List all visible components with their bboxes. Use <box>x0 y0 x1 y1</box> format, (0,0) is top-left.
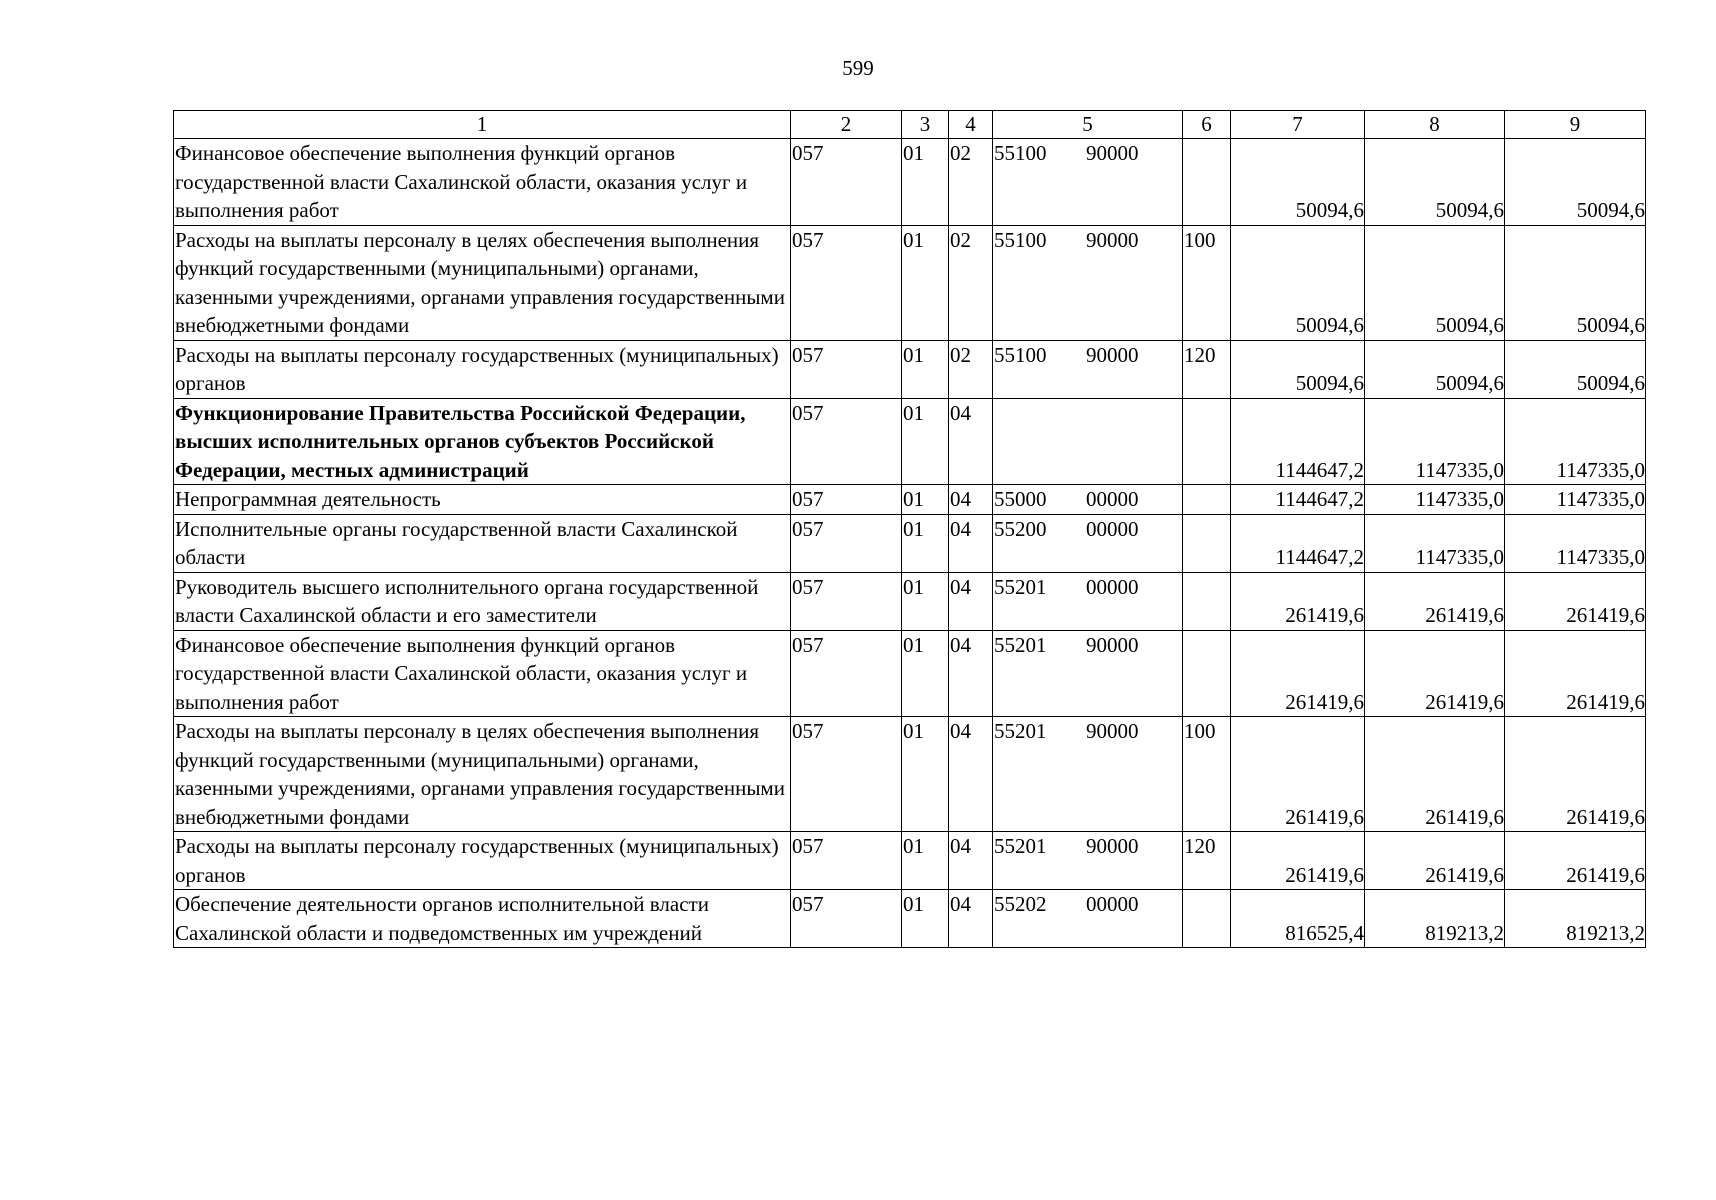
header-cell-9: 9 <box>1505 111 1646 139</box>
section-code-cell: 01 <box>902 485 949 515</box>
table-row <box>174 572 1646 630</box>
description-cell: Финансовое обеспечение выполнения функций органов государственной власти Сахалинской области, оказания услуг и выполнения работ <box>174 630 791 717</box>
description-cell: Непрограммная деятельность <box>174 485 791 515</box>
amount-col-7-cell: 816525,4 <box>1231 890 1365 948</box>
amount-col-9-cell: 261419,6 <box>1505 630 1646 717</box>
expense-type-cell <box>1183 630 1231 717</box>
amount-col-9-cell: 50094,6 <box>1505 225 1646 340</box>
target-article-program-code: 55000 <box>994 487 1047 511</box>
target-article-cell <box>993 890 1183 948</box>
target-article-direction-code: 90000 <box>1086 342 1139 367</box>
header-cell-2: 2 <box>791 111 902 139</box>
amount-col-7-cell: 261419,6 <box>1231 630 1365 717</box>
table-row <box>174 340 1646 398</box>
header-cell-7: 7 <box>1231 111 1365 139</box>
target-article-direction-code: 00000 <box>1086 574 1139 599</box>
target-article-direction-code: 00000 <box>1086 487 1139 511</box>
amount-col-8-cell: 50094,6 <box>1365 225 1505 340</box>
target-article-cell <box>993 139 1183 226</box>
target-article-direction-code: 90000 <box>1086 227 1139 252</box>
target-article-program-code: 55100 <box>994 342 1047 367</box>
amount-col-8-cell: 261419,6 <box>1365 717 1505 832</box>
expense-type-cell: 120 <box>1183 832 1231 890</box>
description-cell: Исполнительные органы государственной власти Сахалинской области <box>174 514 791 572</box>
table-row <box>174 485 1646 515</box>
ministry-code-cell: 057 <box>791 890 902 948</box>
section-code-cell: 01 <box>902 225 949 340</box>
budget-table <box>173 110 1646 948</box>
amount-col-9-cell: 261419,6 <box>1505 832 1646 890</box>
budget-table-body <box>174 111 1646 948</box>
amount-col-8-cell: 261419,6 <box>1365 832 1505 890</box>
target-article-direction-code: 90000 <box>1086 834 1139 858</box>
header-cell-5: 5 <box>993 111 1183 139</box>
target-article-program-code: 55100 <box>994 227 1047 252</box>
section-code-cell: 01 <box>902 139 949 226</box>
amount-col-7-cell: 50094,6 <box>1231 340 1365 398</box>
target-article-program-code: 55201 <box>994 834 1047 858</box>
table-row <box>174 225 1646 340</box>
amount-col-7-cell: 1144647,2 <box>1231 514 1365 572</box>
subsection-code-cell: 04 <box>949 832 993 890</box>
section-code-cell: 01 <box>902 340 949 398</box>
target-article-cell <box>993 514 1183 572</box>
expense-type-cell <box>1183 572 1231 630</box>
expense-type-cell: 100 <box>1183 225 1231 340</box>
table-row <box>174 139 1646 226</box>
target-article-direction-code: 90000 <box>1086 719 1139 743</box>
target-article-cell <box>993 832 1183 890</box>
ministry-code-cell: 057 <box>791 139 902 226</box>
ministry-code-cell: 057 <box>791 340 902 398</box>
ministry-code-cell: 057 <box>791 398 902 485</box>
subsection-code-cell: 04 <box>949 630 993 717</box>
target-article-program-code: 55201 <box>994 574 1047 599</box>
description-cell: Расходы на выплаты персоналу в целях обеспечения выполнения функций государственными (муниципальными) органами, казенными учреждениями, органами управления государственными внебюджетными фондами <box>174 717 791 832</box>
amount-col-9-cell: 819213,2 <box>1505 890 1646 948</box>
amount-col-8-cell: 50094,6 <box>1365 340 1505 398</box>
page-number: 599 <box>842 56 874 80</box>
amount-col-8-cell: 1147335,0 <box>1365 398 1505 485</box>
target-article-direction-code: 00000 <box>1086 892 1139 916</box>
target-article-direction-code: 00000 <box>1086 516 1139 541</box>
target-article-program-code: 55100 <box>994 141 1047 165</box>
table-row <box>174 890 1646 948</box>
table-row <box>174 398 1646 485</box>
subsection-code-cell: 04 <box>949 890 993 948</box>
section-code-cell: 01 <box>902 630 949 717</box>
section-code-cell: 01 <box>902 717 949 832</box>
expense-type-cell <box>1183 890 1231 948</box>
header-cell-1: 1 <box>174 111 791 139</box>
amount-col-9-cell: 1147335,0 <box>1505 485 1646 515</box>
description-cell: Обеспечение деятельности органов исполнительной власти Сахалинской области и подведомственных им учреждений <box>174 890 791 948</box>
expense-type-cell <box>1183 514 1231 572</box>
header-row <box>174 111 1646 139</box>
target-article-cell <box>993 630 1183 717</box>
target-article-direction-code: 90000 <box>1086 632 1139 657</box>
target-article-program-code: 55200 <box>994 516 1047 541</box>
description-cell: Расходы на выплаты персоналу государственных (муниципальных) органов <box>174 340 791 398</box>
section-code-cell: 01 <box>902 398 949 485</box>
header-cell-4: 4 <box>949 111 993 139</box>
target-article-program-code: 55202 <box>994 892 1047 916</box>
amount-col-7-cell: 1144647,2 <box>1231 485 1365 515</box>
table-row <box>174 717 1646 832</box>
amount-col-7-cell: 261419,6 <box>1231 832 1365 890</box>
section-code-cell: 01 <box>902 572 949 630</box>
target-article-cell <box>993 572 1183 630</box>
table-row <box>174 514 1646 572</box>
expense-type-cell <box>1183 398 1231 485</box>
target-article-direction-code: 90000 <box>1086 141 1139 165</box>
amount-col-7-cell: 1144647,2 <box>1231 398 1365 485</box>
ministry-code-cell: 057 <box>791 832 902 890</box>
header-cell-8: 8 <box>1365 111 1505 139</box>
expense-type-cell: 100 <box>1183 717 1231 832</box>
section-code-cell: 01 <box>902 832 949 890</box>
ministry-code-cell: 057 <box>791 630 902 717</box>
expense-type-cell <box>1183 139 1231 226</box>
subsection-code-cell: 02 <box>949 340 993 398</box>
ministry-code-cell: 057 <box>791 572 902 630</box>
amount-col-9-cell: 50094,6 <box>1505 340 1646 398</box>
target-article-program-code: 55201 <box>994 632 1047 657</box>
description-cell: Функционирование Правительства Российской Федерации, высших исполнительных органов субъектов Российской Федерации, местных администраций <box>174 398 791 485</box>
subsection-code-cell: 04 <box>949 398 993 485</box>
expense-type-cell <box>1183 485 1231 515</box>
amount-col-8-cell: 50094,6 <box>1365 139 1505 226</box>
amount-col-9-cell: 1147335,0 <box>1505 398 1646 485</box>
header-cell-3: 3 <box>902 111 949 139</box>
amount-col-8-cell: 1147335,0 <box>1365 485 1505 515</box>
amount-col-9-cell: 261419,6 <box>1505 572 1646 630</box>
amount-col-9-cell: 261419,6 <box>1505 717 1646 832</box>
target-article-cell <box>993 398 1183 485</box>
table-row <box>174 832 1646 890</box>
target-article-program-code: 55201 <box>994 719 1047 743</box>
expense-type-cell: 120 <box>1183 340 1231 398</box>
section-code-cell: 01 <box>902 890 949 948</box>
amount-col-7-cell: 50094,6 <box>1231 139 1365 226</box>
amount-col-7-cell: 261419,6 <box>1231 717 1365 832</box>
table-row <box>174 630 1646 717</box>
subsection-code-cell: 04 <box>949 717 993 832</box>
amount-col-8-cell: 261419,6 <box>1365 572 1505 630</box>
amount-col-8-cell: 1147335,0 <box>1365 514 1505 572</box>
description-cell: Финансовое обеспечение выполнения функций органов государственной власти Сахалинской области, оказания услуг и выполнения работ <box>174 139 791 226</box>
target-article-cell <box>993 485 1183 515</box>
subsection-code-cell: 02 <box>949 225 993 340</box>
amount-col-8-cell: 819213,2 <box>1365 890 1505 948</box>
header-cell-6: 6 <box>1183 111 1231 139</box>
description-cell: Расходы на выплаты персоналу в целях обеспечения выполнения функций государственными (муниципальными) органами, казенными учреждениями, органами управления государственными внебюджетными фондами <box>174 225 791 340</box>
target-article-cell <box>993 717 1183 832</box>
target-article-cell <box>993 225 1183 340</box>
section-code-cell: 01 <box>902 514 949 572</box>
target-article-cell <box>993 340 1183 398</box>
amount-col-7-cell: 261419,6 <box>1231 572 1365 630</box>
ministry-code-cell: 057 <box>791 514 902 572</box>
amount-col-8-cell: 261419,6 <box>1365 630 1505 717</box>
ministry-code-cell: 057 <box>791 225 902 340</box>
ministry-code-cell: 057 <box>791 485 902 515</box>
ministry-code-cell: 057 <box>791 717 902 832</box>
subsection-code-cell: 04 <box>949 485 993 515</box>
subsection-code-cell: 04 <box>949 572 993 630</box>
amount-col-7-cell: 50094,6 <box>1231 225 1365 340</box>
subsection-code-cell: 04 <box>949 514 993 572</box>
amount-col-9-cell: 50094,6 <box>1505 139 1646 226</box>
description-cell: Расходы на выплаты персоналу государственных (муниципальных) органов <box>174 832 791 890</box>
subsection-code-cell: 02 <box>949 139 993 226</box>
description-cell: Руководитель высшего исполнительного органа государственной власти Сахалинской области и его заместители <box>174 572 791 630</box>
amount-col-9-cell: 1147335,0 <box>1505 514 1646 572</box>
